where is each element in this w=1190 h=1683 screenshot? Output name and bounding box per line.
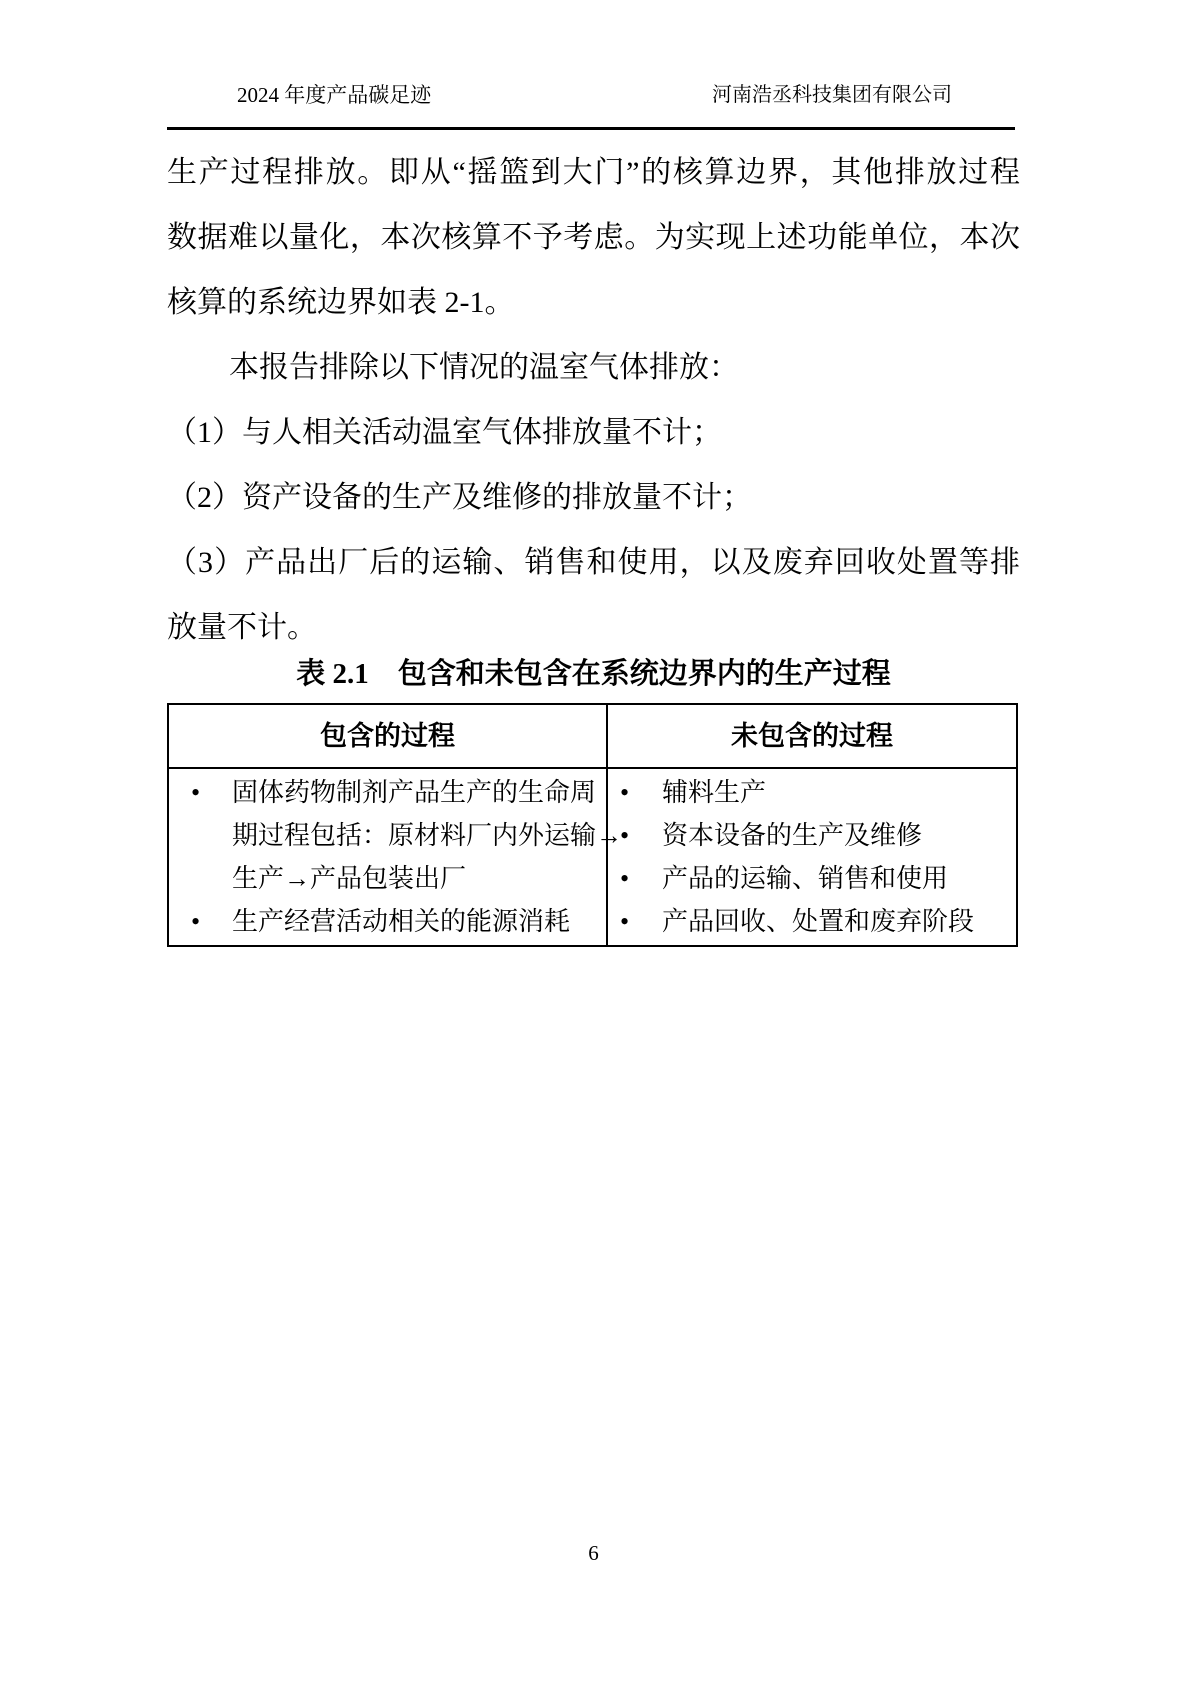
- bullet-icon: •: [191, 778, 201, 807]
- table-caption: 表 2.1 包含和未包含在系统边界内的生产过程: [296, 658, 891, 690]
- paragraph-line: 数据难以量化，本次核算不予考虑。为实现上述功能单位，本次: [167, 221, 1020, 254]
- list-item-text: 生产→产品包装出厂: [232, 864, 467, 893]
- column-header-excluded: 未包含的过程: [606, 705, 1016, 767]
- paragraph-line: 本报告排除以下情况的温室气体排放：: [229, 351, 739, 384]
- list-item-continuation: [169, 814, 623, 857]
- list-item-continuation: [169, 857, 606, 900]
- list-item-text: 产品的运输、销售和使用: [662, 864, 949, 893]
- bullet-icon: •: [620, 778, 630, 807]
- list-item: [169, 771, 606, 814]
- list-item-text: 辅料生产: [662, 778, 767, 807]
- exclusion-item-3-line1: （3）产品出厂后的运输、销售和使用，以及废弃回收处置等排: [167, 546, 1020, 579]
- system-boundary-table: [167, 703, 1018, 947]
- included-cell: [169, 769, 623, 945]
- list-item: [608, 771, 1016, 814]
- list-item-text: 期过程包括：原材料厂内外运输→: [232, 821, 623, 850]
- list-item-text: 生产经营活动相关的能源消耗: [232, 907, 571, 936]
- table-body-row: [169, 769, 1016, 945]
- exclusion-item-1: （1）与人相关活动温室气体排放量不计；: [167, 416, 722, 449]
- bullet-icon: •: [620, 907, 630, 936]
- paragraph-line: 生产过程排放。即从“摇篮到大门”的核算边界，其他排放过程: [167, 156, 1020, 189]
- bullet-icon: •: [191, 907, 201, 936]
- exclusion-item-3-line2: 放量不计。: [167, 611, 317, 644]
- column-header-included: 包含的过程: [320, 721, 455, 751]
- header-doc-title: 2024 年度产品碳足迹: [237, 83, 432, 107]
- list-item: [608, 900, 1016, 943]
- table-header-row: [169, 705, 1016, 769]
- page-number: 6: [588, 1541, 599, 1565]
- list-item-text: 产品回收、处置和废弃阶段: [662, 907, 975, 936]
- list-item: [608, 814, 1016, 857]
- list-item-text: 资本设备的生产及维修: [662, 821, 923, 850]
- header-rule: [167, 127, 1015, 130]
- list-item: [169, 900, 606, 943]
- bullet-icon: •: [620, 821, 630, 850]
- list-item: [608, 857, 1016, 900]
- paragraph-line: 核算的系统边界如表 2-1。: [167, 286, 515, 319]
- excluded-cell: [606, 769, 1016, 945]
- exclusion-item-2: （2）资产设备的生产及维修的排放量不计；: [167, 481, 752, 514]
- bullet-icon: •: [620, 864, 630, 893]
- header-company-name: 河南浩丞科技集团有限公司: [712, 84, 952, 106]
- list-item-text: 固体药物制剂产品生产的生命周: [232, 778, 597, 807]
- body-text-block: [167, 140, 1020, 660]
